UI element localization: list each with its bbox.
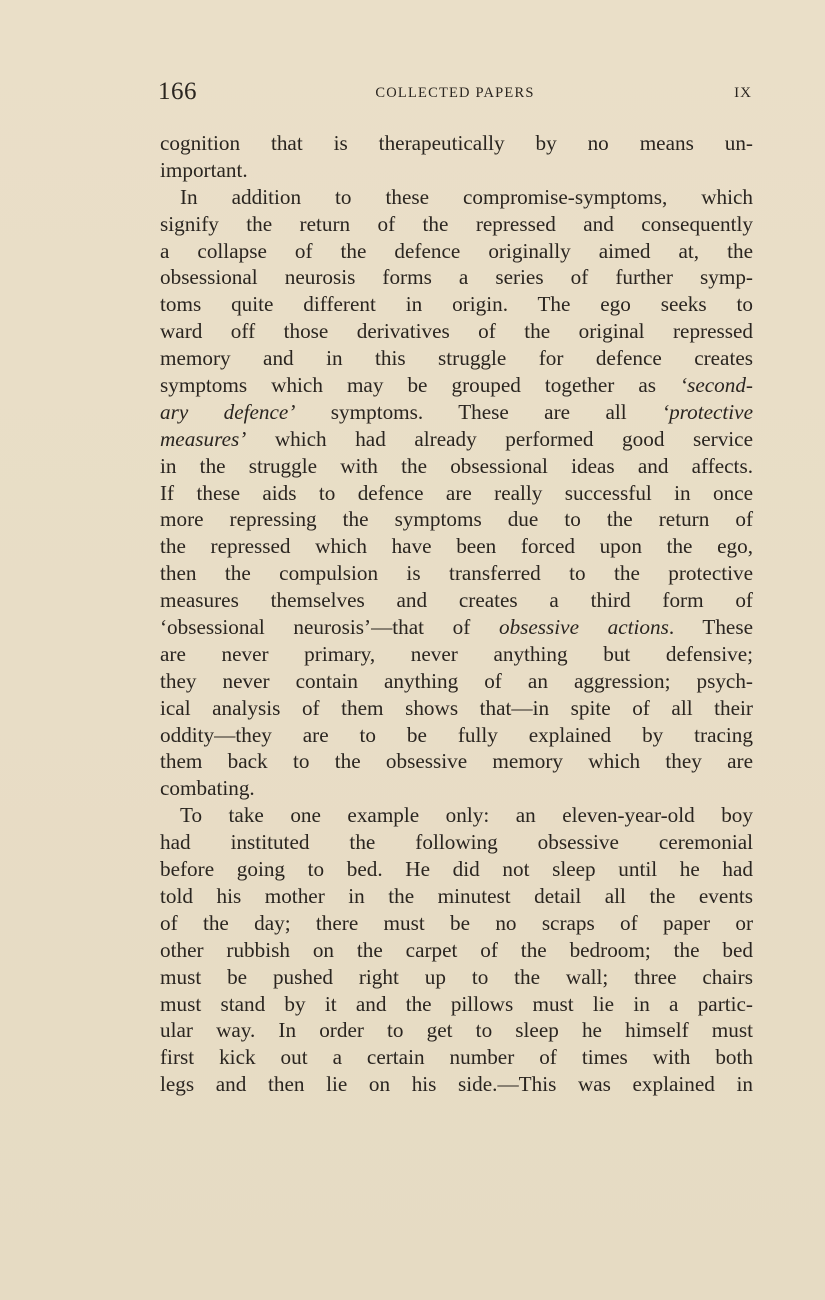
text-line: legs and then lie on his side.—This was explained in [160, 1072, 753, 1097]
text-line: ward off those derivatives of the original repressed [160, 319, 753, 344]
text-line: are never primary, never anything but defensive; [160, 641, 753, 666]
italic-span: ‘protective [662, 399, 753, 424]
text-span: symptoms which may be grouped together as [160, 373, 681, 398]
text-line: in the struggle with the obsessional ideas and affects. [160, 453, 753, 478]
text-line: them back to the obsessive memory which they are [160, 749, 753, 774]
text-line: obsessional neurosis forms a series of further symp- [160, 265, 753, 290]
text-line: If these aids to defence are really successful in once [160, 480, 753, 505]
text-line: they never contain anything of an aggression; psych- [160, 668, 753, 693]
text-line: measures themselves and creates a third form of [160, 588, 753, 613]
text-line [160, 614, 753, 641]
text-line: other rubbish on the carpet of the bedroom; the bed [160, 937, 753, 962]
text-line: cognition that is therapeutically by no means un- [160, 131, 753, 155]
text-line: first kick out a certain number of times with both [160, 1045, 753, 1070]
text-line: toms quite different in origin. The ego seeks to [160, 292, 753, 317]
text-span: . These [668, 615, 753, 640]
text-line: ular way. In order to get to sleep he himself must [160, 1018, 753, 1043]
text-line: In addition to these compromise-symptoms, which [180, 184, 753, 209]
text-line: the repressed which have been forced upon the ego, [160, 534, 753, 559]
chapter-number: IX [734, 85, 752, 101]
italic-span: obsessive actions [498, 615, 669, 640]
text-line: must be pushed right up to the wall; three chairs [160, 964, 753, 989]
text-line: memory and in this struggle for defence creates [160, 346, 753, 371]
text-line: told his mother in the minutest detail all the events [160, 883, 753, 908]
text-span: ‘obsessional neurosis’—that of [160, 615, 499, 640]
text-line [160, 399, 753, 426]
text-line: of the day; there must be no scraps of paper or [160, 910, 753, 935]
page-header [158, 78, 752, 108]
text-line: a collapse of the defence originally aimed at, the [160, 238, 753, 263]
text-line: To take one example only: an eleven-year-old boy [180, 803, 753, 828]
italic-span: ary defence’ [160, 399, 296, 424]
page-number: 166 [158, 78, 197, 105]
running-head: COLLECTED PAPERS [375, 85, 535, 101]
body-text [160, 130, 753, 1098]
text-line: oddity—they are to be fully explained by tracing [160, 722, 753, 747]
text-line: combating. [160, 776, 255, 801]
text-span: which had already performed good service [246, 426, 753, 451]
text-line: before going to bed. He did not sleep until he had [160, 857, 753, 882]
text-span: symptoms. These are all [295, 399, 663, 424]
text-line [160, 426, 753, 453]
text-line: important. [160, 157, 248, 182]
text-line: must stand by it and the pillows must lie in a partic- [160, 991, 753, 1016]
text-line: signify the return of the repressed and consequently [160, 211, 753, 236]
italic-span: ‘second- [680, 373, 753, 398]
text-line: more repressing the symptoms due to the return of [160, 507, 753, 532]
italic-span: measures’ [160, 426, 247, 451]
text-line: ical analysis of them shows that—in spite of all their [160, 695, 753, 720]
text-line [160, 372, 753, 399]
text-line: had instituted the following obsessive ceremonial [160, 830, 753, 855]
text-line: then the compulsion is transferred to the protective [160, 561, 753, 586]
